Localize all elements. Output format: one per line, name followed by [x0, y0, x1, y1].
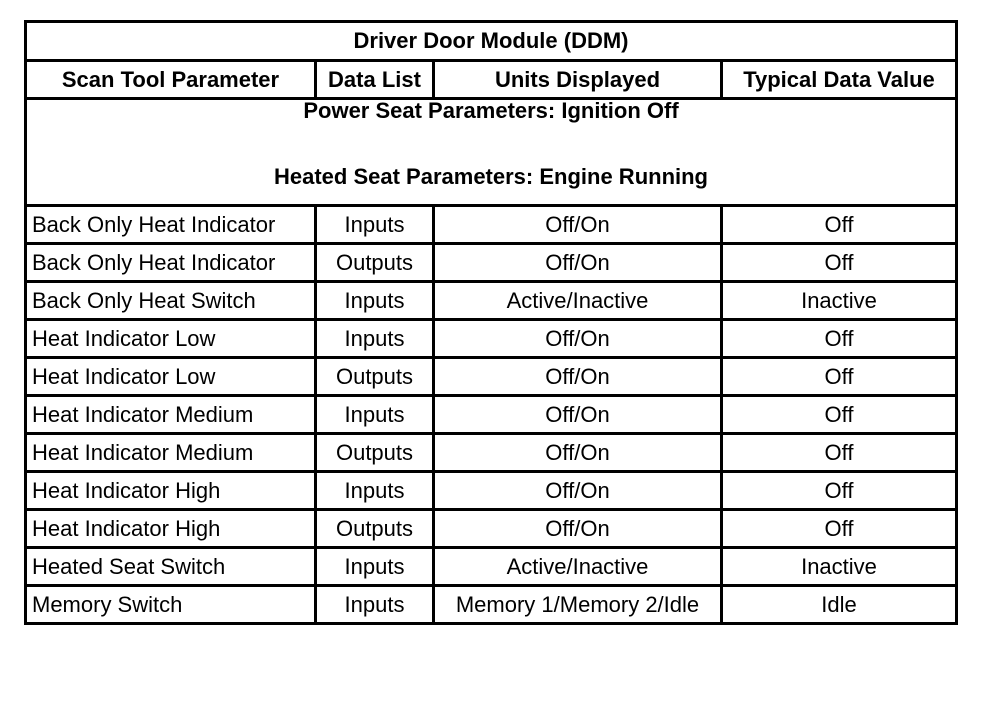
table-row — [26, 320, 957, 358]
cell-data-list: Outputs — [316, 244, 434, 282]
cell-typical-data-value: Off — [722, 320, 957, 358]
cell-data-list: Outputs — [316, 434, 434, 472]
table-row — [26, 206, 957, 244]
table-title-row — [26, 22, 957, 61]
header-scan-tool-parameter: Scan Tool Parameter — [26, 61, 316, 99]
cell-units-displayed: Active/Inactive — [434, 282, 722, 320]
cell-scan-tool-parameter: Back Only Heat Switch — [26, 282, 316, 320]
cell-scan-tool-parameter: Heat Indicator Low — [26, 358, 316, 396]
header-units-displayed: Units Displayed — [434, 61, 722, 99]
cell-scan-tool-parameter: Memory Switch — [26, 586, 316, 624]
cell-scan-tool-parameter: Heat Indicator Medium — [26, 396, 316, 434]
cell-typical-data-value: Off — [722, 358, 957, 396]
cell-scan-tool-parameter: Heat Indicator High — [26, 472, 316, 510]
cell-data-list: Inputs — [316, 320, 434, 358]
cell-data-list: Inputs — [316, 396, 434, 434]
section-cell — [26, 99, 957, 206]
cell-data-list: Inputs — [316, 548, 434, 586]
cell-typical-data-value: Off — [722, 244, 957, 282]
cell-typical-data-value: Off — [722, 472, 957, 510]
section-row — [26, 99, 957, 206]
cell-data-list: Inputs — [316, 282, 434, 320]
cell-scan-tool-parameter: Back Only Heat Indicator — [26, 206, 316, 244]
cell-scan-tool-parameter: Heat Indicator Medium — [26, 434, 316, 472]
cell-units-displayed: Off/On — [434, 244, 722, 282]
cell-typical-data-value: Inactive — [722, 282, 957, 320]
cell-units-displayed: Off/On — [434, 206, 722, 244]
section-heated-seat-heading: Heated Seat Parameters: Engine Running — [274, 164, 708, 189]
cell-scan-tool-parameter: Heated Seat Switch — [26, 548, 316, 586]
cell-data-list: Outputs — [316, 358, 434, 396]
cell-units-displayed: Off/On — [434, 472, 722, 510]
cell-typical-data-value: Off — [722, 434, 957, 472]
cell-units-displayed: Memory 1/Memory 2/Idle — [434, 586, 722, 624]
cell-units-displayed: Off/On — [434, 396, 722, 434]
cell-scan-tool-parameter: Heat Indicator High — [26, 510, 316, 548]
table-row — [26, 396, 957, 434]
table-title: Driver Door Module (DDM) — [26, 22, 957, 61]
cell-units-displayed: Off/On — [434, 320, 722, 358]
section-power-seat-heading: Power Seat Parameters: Ignition Off — [303, 98, 679, 123]
cell-typical-data-value: Off — [722, 510, 957, 548]
cell-data-list: Outputs — [316, 510, 434, 548]
table-row — [26, 434, 957, 472]
header-typical-data-value: Typical Data Value — [722, 61, 957, 99]
table-header-row — [26, 61, 957, 99]
table-row — [26, 510, 957, 548]
header-data-list: Data List — [316, 61, 434, 99]
table-row — [26, 282, 957, 320]
cell-scan-tool-parameter: Heat Indicator Low — [26, 320, 316, 358]
cell-typical-data-value: Off — [722, 206, 957, 244]
table-row — [26, 586, 957, 624]
cell-units-displayed: Off/On — [434, 510, 722, 548]
table-row — [26, 358, 957, 396]
cell-units-displayed: Off/On — [434, 358, 722, 396]
cell-typical-data-value: Off — [722, 396, 957, 434]
table-row — [26, 244, 957, 282]
cell-scan-tool-parameter: Back Only Heat Indicator — [26, 244, 316, 282]
ddm-parameter-table — [24, 20, 958, 625]
cell-data-list: Inputs — [316, 472, 434, 510]
cell-data-list: Inputs — [316, 206, 434, 244]
table-row — [26, 472, 957, 510]
table-row — [26, 548, 957, 586]
cell-typical-data-value: Idle — [722, 586, 957, 624]
cell-data-list: Inputs — [316, 586, 434, 624]
cell-typical-data-value: Inactive — [722, 548, 957, 586]
cell-units-displayed: Off/On — [434, 434, 722, 472]
cell-units-displayed: Active/Inactive — [434, 548, 722, 586]
